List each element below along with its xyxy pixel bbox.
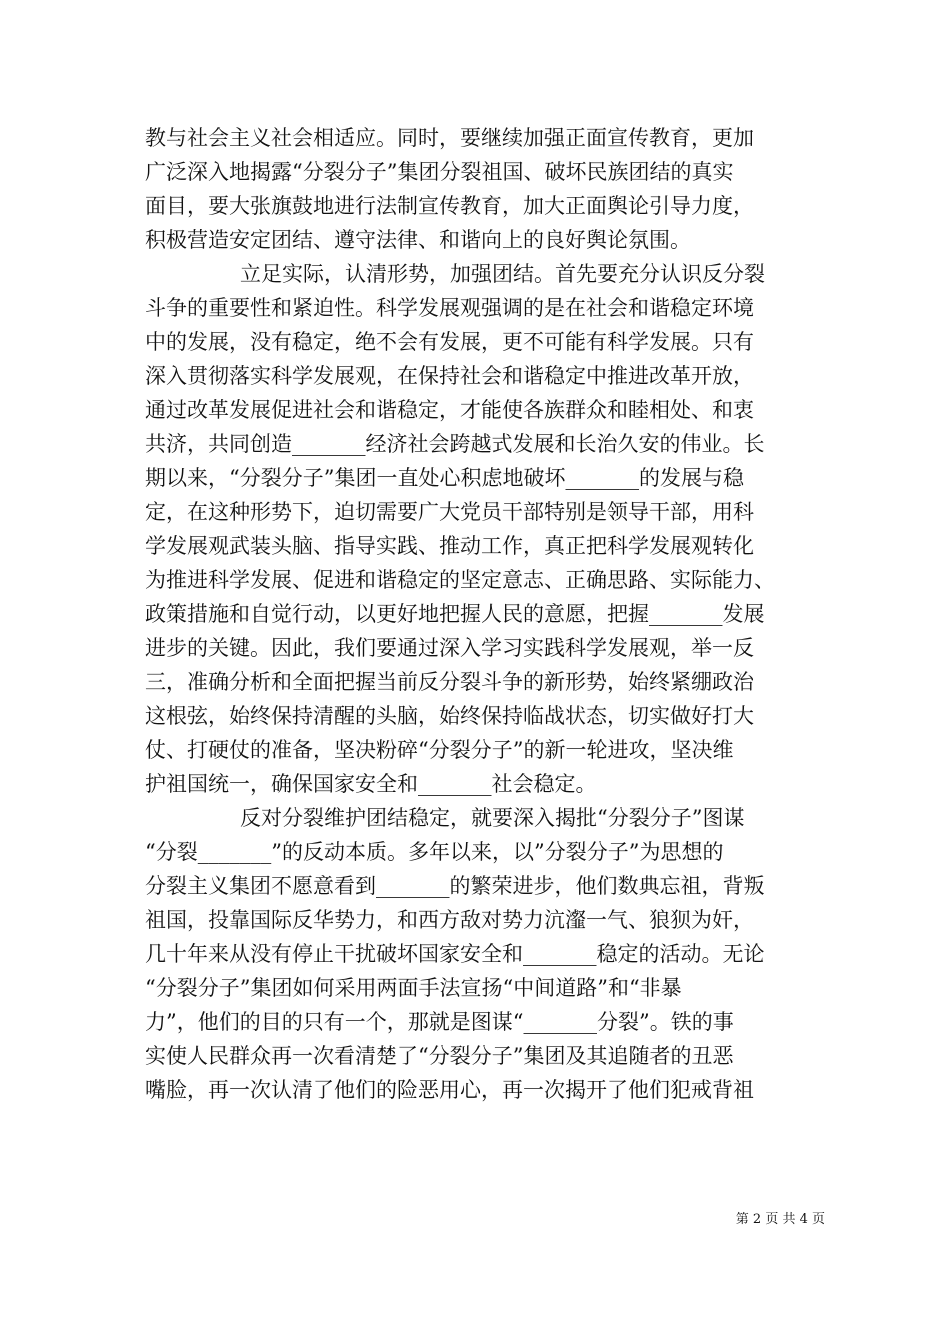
text-line: 广泛深入地揭露“分裂分子”集团分裂祖国、破坏民族团结的真实	[145, 160, 734, 184]
text-line: “分裂分子”集团如何采用两面手法宣扬“中间道路”和“非暴	[145, 976, 682, 1000]
text-line: 通过改革发展促进社会和谐稳定，才能使各族群众和睦相处、和衷	[145, 398, 754, 422]
text-line: 政策措施和自觉行动，以更好地把握人民的意愿，把握_______发展	[145, 602, 765, 626]
text-line: 祖国，投靠国际反华势力，和西方敌对势力沆瀣一气、狼狈为奸，	[145, 908, 754, 932]
body-text	[145, 121, 825, 1107]
text-line: 嘴脸，再一次认清了他们的险恶用心，再一次揭开了他们犯戒背祖	[145, 1078, 754, 1102]
text-line: “分裂_______”的反动本质。多年以来，以”分裂分子”为思想的	[145, 840, 724, 864]
text-line: 中的发展，没有稳定，绝不会有发展，更不可能有科学发展。只有	[145, 330, 754, 354]
text-line: 教与社会主义社会相适应。同时，要继续加强正面宣传教育，更加	[145, 126, 754, 150]
text-line: 斗争的重要性和紧迫性。科学发展观强调的是在社会和谐稳定环境	[145, 296, 754, 320]
text-line: 三，准确分析和全面把握当前反分裂斗争的新形势，始终紧绷政治	[145, 670, 754, 694]
page-number: 第 2 页 共 4 页	[735, 1212, 825, 1227]
text-line: 面目，要大张旗鼓地进行法制宣传教育，加大正面舆论引导力度，	[145, 194, 754, 218]
text-line: 力”，他们的目的只有一个，那就是图谋“_______分裂”。铁的事	[145, 1010, 734, 1034]
text-line: 分裂主义集团不愿意看到_______的繁荣进步，他们数典忘祖，背叛	[145, 874, 765, 898]
text-line: 共济，共同创造_______经济社会跨越式发展和长治久安的伟业。长	[145, 432, 765, 456]
text-line: 期以来，“分裂分子”集团一直处心积虑地破坏_______的发展与稳	[145, 466, 744, 490]
text-line: 定，在这种形势下，迫切需要广大党员干部特别是领导干部，用科	[145, 500, 754, 524]
text-line: 为推进科学发展、促进和谐稳定的坚定意志、正确思路、实际能力、	[145, 568, 775, 592]
text-line: 仗、打硬仗的准备，坚决粉碎“分裂分子”的新一轮进攻，坚决维	[145, 738, 734, 762]
text-line: 实使人民群众再一次看清楚了“分裂分子”集团及其追随者的丑恶	[145, 1044, 734, 1068]
text-line: 进步的关键。因此，我们要通过深入学习实践科学发展观，举一反	[145, 636, 754, 660]
text-line: 几十年来从没有停止干扰破坏国家安全和_______稳定的活动。无论	[145, 942, 765, 966]
text-line: 这根弦，始终保持清醒的头脑，始终保持临战状态，切实做好打大	[145, 704, 754, 728]
text-line: 深入贯彻落实科学发展观，在保持社会和谐稳定中推进改革开放，	[145, 364, 754, 388]
paragraph-start-line: 反对分裂维护团结稳定，就要深入揭批“分裂分子”图谋	[240, 806, 745, 830]
text-line: 护祖国统一，确保国家安全和_______社会稳定。	[145, 772, 597, 796]
text-line: 积极营造安定团结、遵守法律、和谐向上的良好舆论氛围。	[145, 228, 691, 252]
paragraph-start-line: 立足实际，认清形势，加强团结。首先要充分认识反分裂	[240, 262, 765, 286]
text-line: 学发展观武装头脑、指导实践、推动工作，真正把科学发展观转化	[145, 534, 754, 558]
